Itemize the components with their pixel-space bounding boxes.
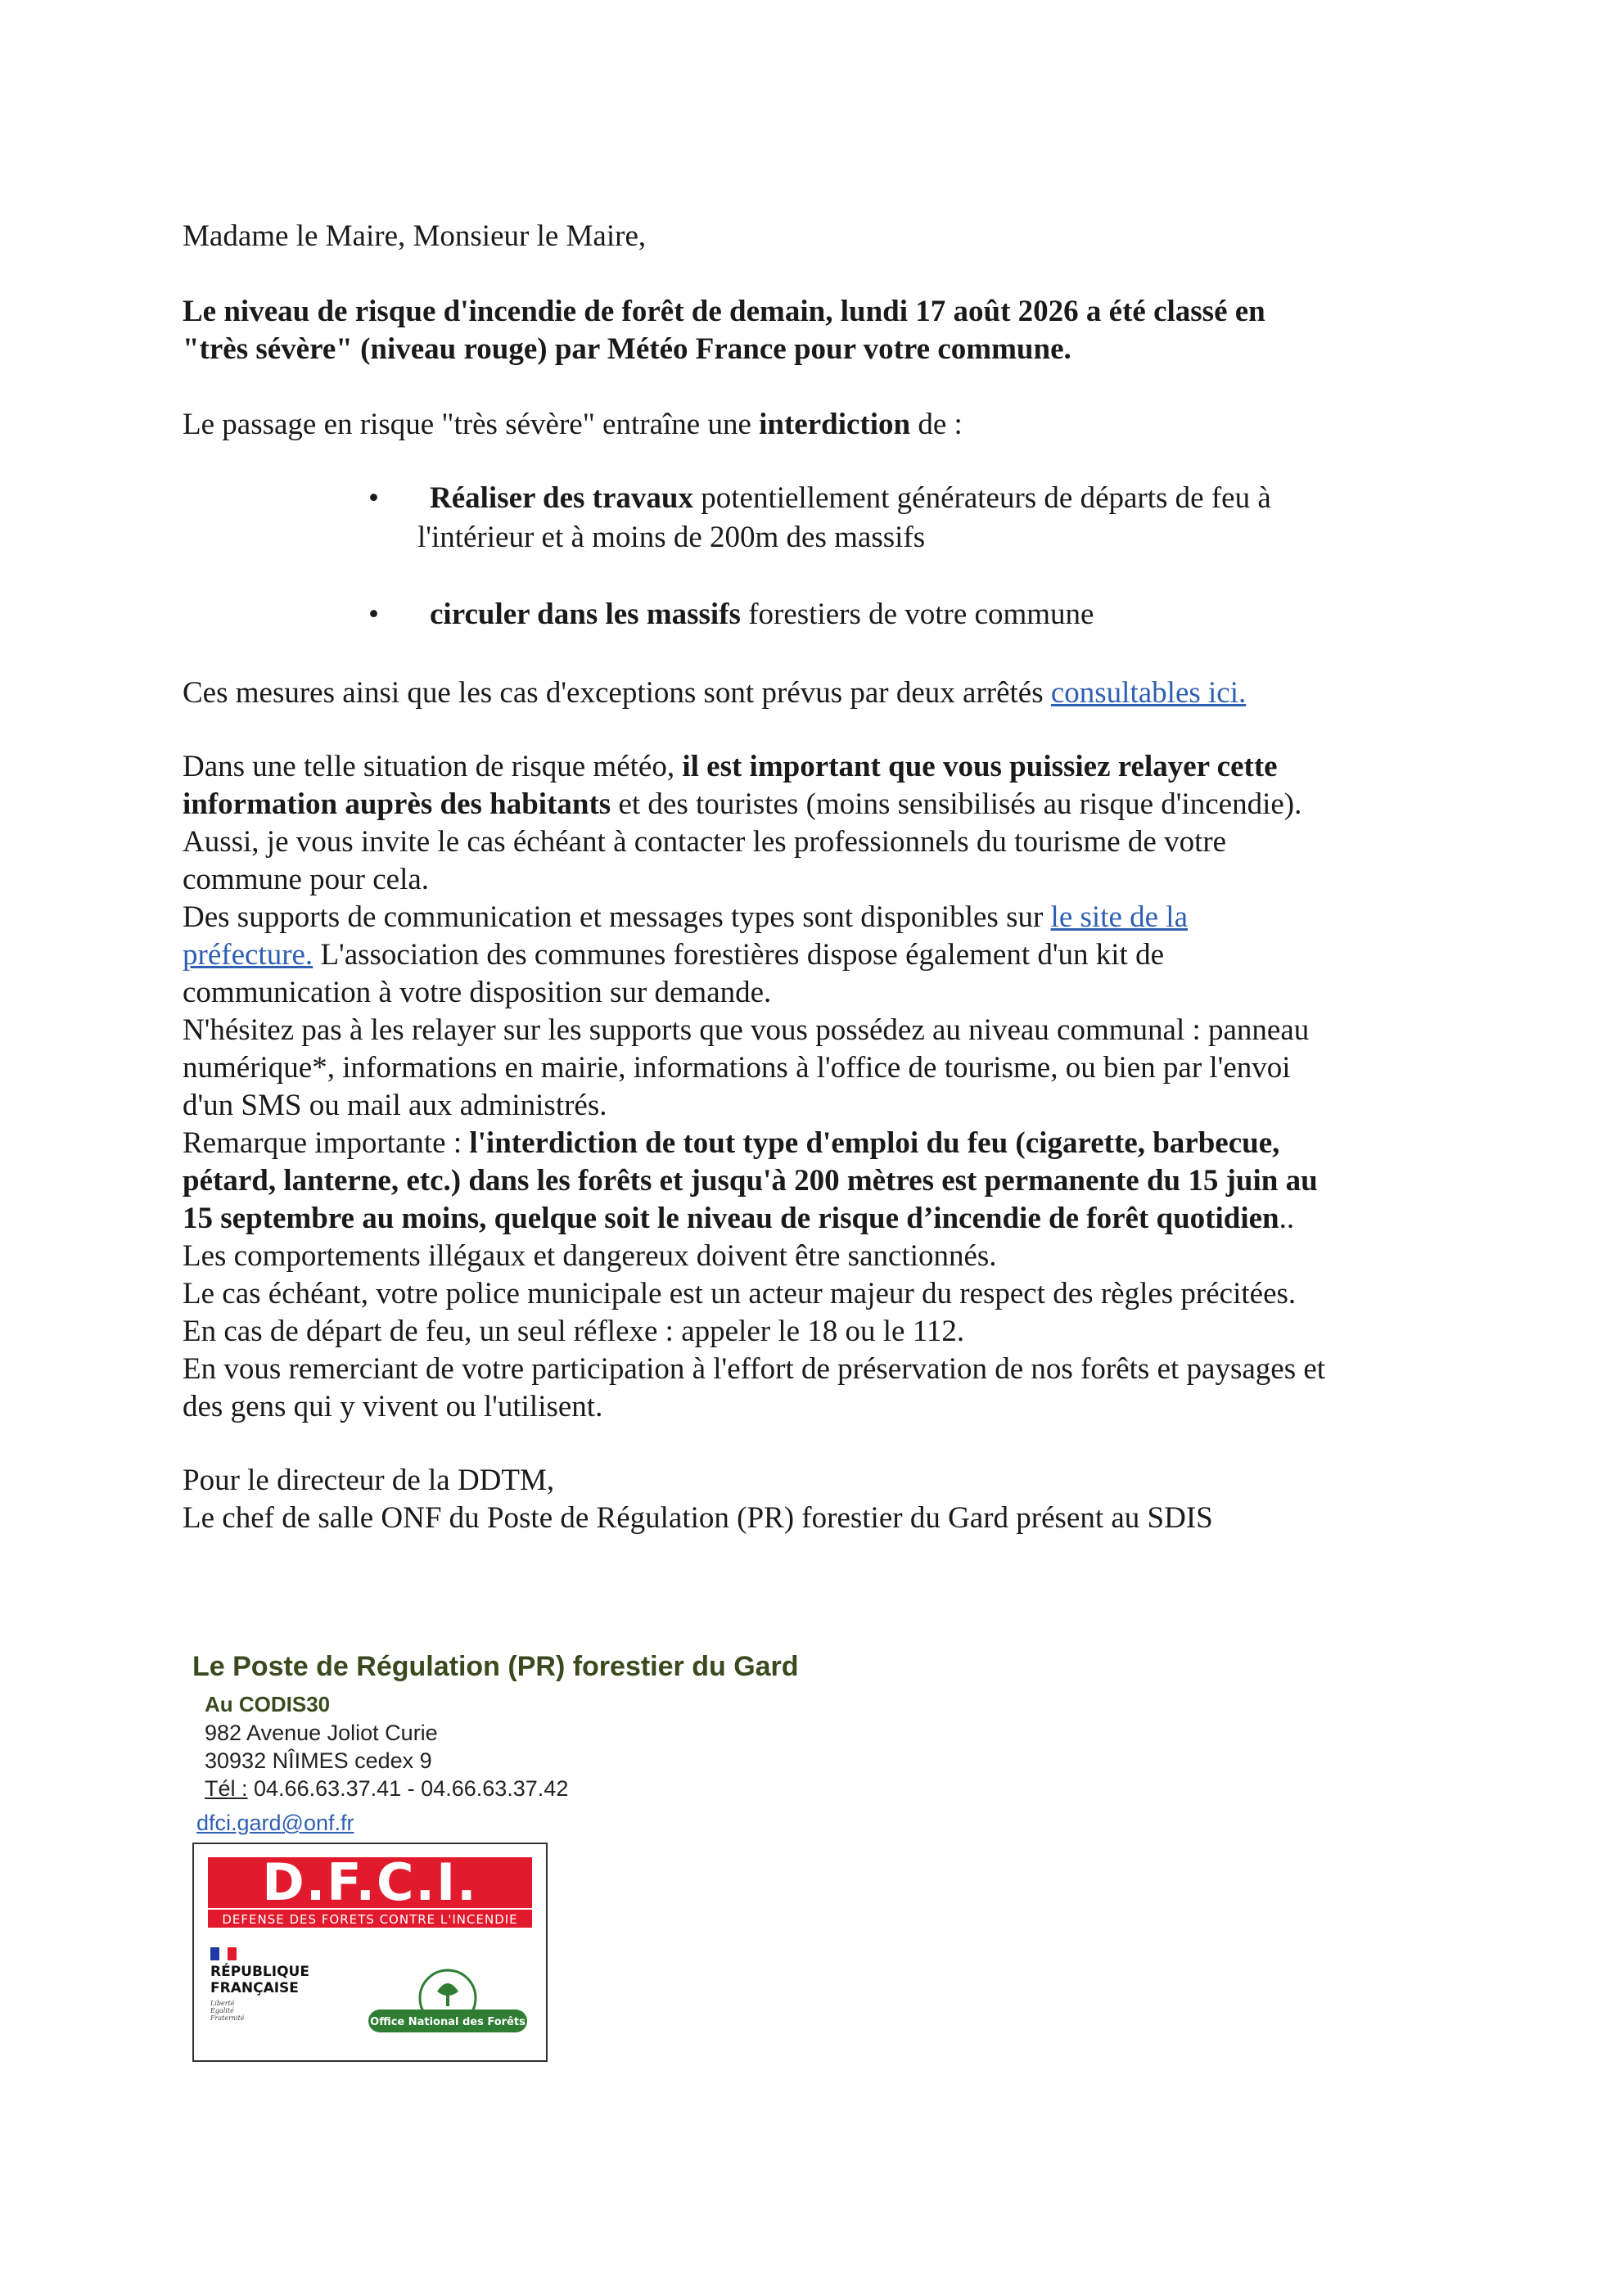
para1-line1 [183, 748, 1435, 786]
thanks-line2: des gens qui y vivent ou l'utilisent. [183, 1390, 603, 1423]
para3-line3: d'un SMS ou mail aux administrés. [183, 1089, 607, 1122]
alert-line-1 [183, 293, 1435, 331]
remark-bold-3: 15 septembre au moins, quelque soit le niveau de risque d’incendie de forêt quotidien [183, 1202, 1279, 1235]
bullet-icon: • [368, 481, 379, 515]
para1-bold-b: information auprès des habitants [183, 787, 611, 821]
bullet2-rest: forestiers de votre commune [740, 598, 1094, 631]
rf-motto-3: Fraternité [210, 2014, 245, 2022]
remark-line3 [183, 1200, 1435, 1238]
salutation: Madame le Maire, Monsieur le Maire, [183, 219, 647, 253]
para2-text-a: Des supports de communication et messages types sont disponibles sur [183, 900, 1051, 934]
signature-line1: Pour le directeur de la DDTM, [183, 1464, 555, 1497]
pr-title: Le Poste de Régulation (PR) forestier du Gard [192, 1651, 799, 1682]
intro-bold: interdiction [759, 408, 911, 441]
para1-line3: Aussi, je vous invite le cas échéant à contacter les professionnels du tourisme de votre [183, 825, 1227, 859]
dfci-logo-subtitle: DEFENSE DES FORETS CONTRE L'INCENDIE [208, 1908, 532, 1929]
behaviour-line: Les comportements illégaux et dangereux doivent être sanctionnés. [183, 1239, 997, 1273]
para2-line1 [183, 899, 1435, 936]
address-line1: 982 Avenue Joliot Curie [205, 1721, 438, 1745]
remark-label: Remarque importante : [183, 1126, 470, 1160]
bullet-text-2 [430, 595, 1428, 634]
email-link[interactable]: dfci.gard@onf.fr [196, 1811, 354, 1835]
prefecture-link-part2[interactable]: préfecture. [183, 938, 314, 972]
bullet-item-travaux [368, 479, 1432, 561]
alert-text-2: "très sévère" (niveau rouge) par Météo France pour votre commune. [183, 332, 1071, 366]
intro-after: de : [910, 408, 963, 441]
republique-francaise-logo [210, 1964, 309, 1996]
para2-line2 [183, 936, 1435, 974]
rf-line2: FRANÇAISE [210, 1980, 299, 1996]
logo-box [192, 1843, 548, 2062]
tel-label: Tél : [205, 1776, 248, 1801]
para1-bold-a: il est important que vous puissiez relayer cette [682, 750, 1278, 783]
bullet2-bold: circuler dans les massifs [430, 598, 741, 631]
bullet-text-1 [430, 479, 1428, 518]
police-line: Le cas échéant, votre police municipale est un acteur majeur du respect des règles précitées. [183, 1277, 1297, 1310]
bullet-item-circuler [368, 595, 1432, 636]
remark-bold-1: l'interdiction de tout type d'emploi du feu (cigarette, barbecue, [469, 1126, 1280, 1160]
remark-end: .. [1279, 1202, 1295, 1235]
bullet1-bold: Réaliser des travaux [430, 481, 693, 515]
para2-line3: communication à votre disposition sur demande. [183, 976, 772, 1009]
bullet1-line2: l'intérieur et à moins de 200m des massifs [417, 521, 926, 554]
pr-subtitle: Au CODIS30 [205, 1692, 331, 1716]
remark-line1 [183, 1125, 1435, 1162]
rf-motto [210, 2000, 245, 2022]
prefecture-link-part1[interactable]: le site de la [1050, 900, 1189, 934]
para1-text-a: Dans une telle situation de risque météo, [183, 750, 683, 783]
intro-line [183, 406, 1435, 444]
bullet-icon: • [368, 598, 379, 631]
address-line2: 30932 NÎIMES cedex 9 [205, 1748, 432, 1773]
intro-text: Le passage en risque "très sévère" entraîne une [183, 408, 760, 441]
alert-line-2 [183, 331, 1435, 368]
measures-text: Ces mesures ainsi que les cas d'exceptions sont prévus par deux arrêtés [183, 676, 1051, 710]
dfci-logo [208, 1852, 532, 1928]
rf-motto-1: Liberté [210, 2000, 235, 2007]
para1-line2 [183, 786, 1435, 823]
onf-logo-label: Office National des Forêts [370, 2016, 526, 2028]
remark-line2 [183, 1162, 1435, 1200]
consultables-link[interactable]: consultables ici. [1050, 676, 1247, 710]
measures-line [183, 674, 1435, 712]
rf-line1: RÉPUBLIQUE [210, 1964, 309, 1980]
fire-line: En cas de départ de feu, un seul réflexe : appeler le 18 ou le 112. [183, 1315, 965, 1348]
para3-line2: numérique*, informations en mairie, informations à l'office de tourisme, ou bien par l'envoi [183, 1051, 1291, 1085]
rf-motto-2: Égalité [210, 2007, 234, 2014]
para1-text-b: et des touristes (moins sensibilisés au risque d'incendie). [611, 787, 1302, 821]
marianne-flag-icon [210, 1947, 237, 1960]
thanks-line1: En vous remerciant de votre participation à l'effort de préservation de nos forêts et paysages et [183, 1352, 1326, 1386]
tel-numbers: 04.66.63.37.41 - 04.66.63.37.42 [247, 1776, 569, 1801]
para1-line4: commune pour cela. [183, 863, 430, 896]
dfci-logo-title: D.F.C.I. [262, 1852, 478, 1912]
phone-line [205, 1776, 568, 1802]
bullet1-rest: potentiellement générateurs de départs de feu à [693, 481, 1271, 515]
para3-line1: N'hésitez pas à les relayer sur les supports que vous possédez au niveau communal : panneau [183, 1013, 1310, 1047]
signature-line2: Le chef de salle ONF du Poste de Régulation (PR) forestier du Gard présent au SDIS [183, 1501, 1213, 1535]
remark-bold-2: pétard, lanterne, etc.) dans les forêts et jusqu'à 200 mètres est permanente du 15 juin au [183, 1164, 1318, 1198]
para2-text-b: L'association des communes forestières dispose également d'un kit de [313, 938, 1164, 972]
alert-text-1: Le niveau de risque d'incendie de forêt de demain, lundi 17 août 2026 a été classé en [183, 295, 1265, 328]
onf-logo-icon [362, 1967, 534, 2049]
